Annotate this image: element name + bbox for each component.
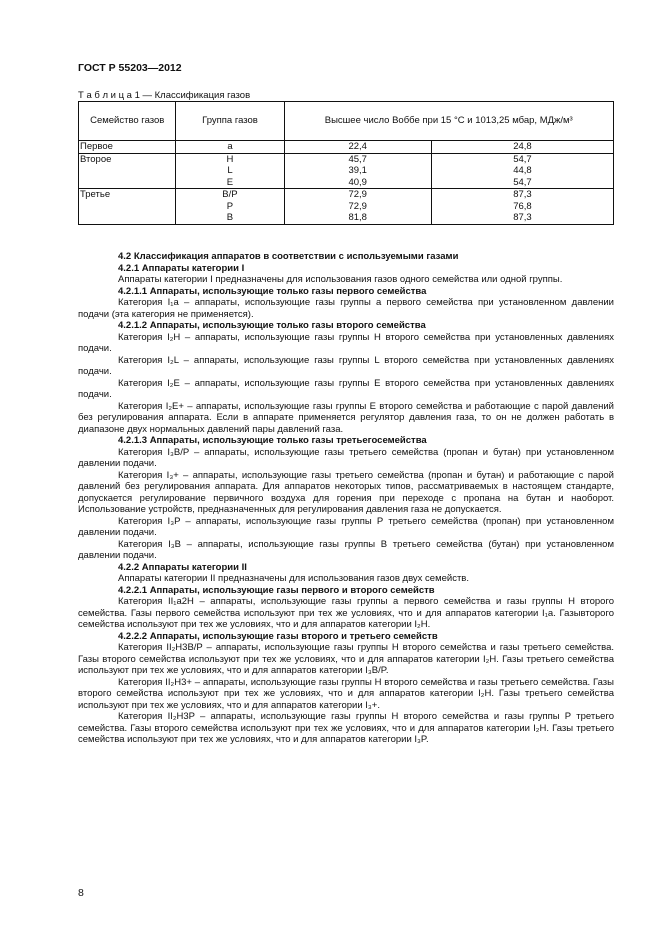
group-value: H [226, 153, 234, 165]
wobbe-min-value: 45,7 [348, 153, 367, 165]
wobbe-min-cell [284, 141, 431, 154]
table-row [79, 141, 614, 154]
paragraph: Категория II₂H3P – аппараты, использующие газы группы Н второго семейства и газы группы Р третьего семейства. Газы второго семейства используют при тех же условиях, что и для аппаратов категории I₂H. Газы третьего семейства используют при тех же условиях, что и для аппаратов категории I₃P. [78, 711, 614, 745]
family-cell: Второе [79, 153, 176, 189]
table-row [79, 189, 614, 225]
section-heading: 4.2.2.1 Аппараты, использующие газы первого и второго семейств [118, 584, 435, 596]
group-value: P [226, 200, 234, 212]
paragraph: Аппараты категории I предназначены для использования газов одного семейства или одной группы. [118, 274, 563, 285]
table-caption: Т а б л и ц а 1 — Классификация газов [78, 90, 251, 101]
paragraph: Категория I₂E+ – аппараты, использующие газы группы Е второго семейства и работающие с парой давлений без регулирования аппарата. Если в аппарате применяется регулятор давления газа, то он не должен работать в диапазоне двух нормальных давлений пары давлений газа. [78, 400, 614, 435]
header-group: Группа газов [176, 102, 284, 141]
wobbe-min-value: 72,9 [348, 200, 367, 212]
wobbe-min-cell [284, 189, 431, 225]
gas-classification-table [78, 101, 614, 225]
paragraph: Категория I₂L – аппараты, использующие газы группы L второго семейства при установленных давлениях подачи. [78, 354, 614, 377]
group-cell [176, 153, 284, 189]
section-heading: 4.2.1.2 Аппараты, использующие только газы второго семейства [118, 320, 426, 331]
paragraph: Категория I₃P – аппараты, использующие газы группы Р третьего семейства (пропан) при установленном давлении подачи. [78, 515, 614, 538]
family-cell: Третье [79, 189, 176, 225]
section-heading: 4.2.2.2 Аппараты, использующие газы второго и третьего семейств [118, 630, 438, 642]
wobbe-max-cell [431, 141, 613, 154]
group-cell [176, 141, 284, 154]
group-value: a [227, 141, 233, 152]
header-family: Семейство газов [79, 102, 176, 141]
group-value: B [226, 212, 234, 223]
paragraph: Категория I₂E – аппараты, использующие газы группы Е второго семейства при установленных давлениях подачи. [78, 377, 614, 400]
header-wobbe: Высшее число Воббе при 15 °С и 1013,25 мбар, МДж/м³ [284, 102, 614, 141]
paragraph: Категория I₂H – аппараты, использующие газы группы Н второго семейства при установленных давлениях подачи. [78, 331, 614, 354]
wobbe-max-value: 24,8 [513, 141, 532, 152]
section-heading: 4.2.1 Аппараты категории I [118, 262, 245, 274]
section-heading: 4.2.1.1 Аппараты, использующие только газы первого семейства [118, 285, 427, 297]
wobbe-max-cell [431, 189, 613, 225]
wobbe-max-value: 54,7 [513, 176, 532, 188]
paragraph: Категория II₂H3B/P – аппараты, использующие газы группы Н второго семейства и газы третьего семейства. Газы второго семейства используют при тех же условиях, что и для аппаратов категории I₂H. Газы третьего семейства используют при тех же условиях, что и для аппаратов категории I₃B/P. [78, 642, 614, 676]
page-number: 8 [78, 887, 84, 899]
wobbe-max-value: 76,8 [513, 200, 532, 212]
section-heading: 4.2 Классификация аппаратов в соответствии с используемыми газами [118, 251, 459, 262]
table-row [79, 153, 614, 189]
wobbe-min-value: 81,8 [348, 212, 367, 223]
wobbe-max-cell [431, 153, 613, 189]
group-value: E [226, 176, 234, 188]
wobbe-min-value: 22,4 [348, 141, 367, 152]
paragraph: Категория II₂H3+ – аппараты, использующие газы группы Н второго семейства и газы третьего семейства. Газы второго семейства используют при тех же условиях, что и для аппаратов категории I₂H. Газы третьего семейства используют при тех же условиях, что и для аппаратов категории I₃+. [78, 676, 614, 711]
group-value: B/P [222, 189, 238, 200]
document-header: ГОСТ Р 55203—2012 [78, 62, 182, 74]
paragraph: Категория I₃B – аппараты, использующие газы группы В третьего семейства (бутан) при установленном давлении подачи. [78, 538, 614, 561]
wobbe-max-value: 44,8 [513, 165, 532, 176]
table-header-row [79, 102, 614, 141]
wobbe-max-value: 87,3 [513, 212, 532, 223]
wobbe-min-value: 40,9 [348, 176, 367, 188]
section-heading: 4.2.1.3 Аппараты, использующие только газы третьегосемейства [118, 435, 427, 446]
paragraph: Аппараты категории II предназначены для использования газов двух семейств. [118, 573, 469, 584]
wobbe-min-cell [284, 153, 431, 189]
section-heading: 4.2.2 Аппараты категории II [118, 561, 247, 573]
wobbe-min-value: 72,9 [348, 189, 367, 200]
group-value: L [227, 165, 233, 176]
paragraph: Категория I₁a – аппараты, использующие газы группы а первого семейства при установленном давлении подачи (эта категория не применяется). [78, 297, 614, 320]
group-cell [176, 189, 284, 225]
family-cell: Первое [79, 141, 176, 154]
wobbe-max-value: 87,3 [513, 189, 532, 200]
wobbe-max-value: 54,7 [513, 153, 532, 165]
paragraph: Категория I₃+ – аппараты, использующие газы третьего семейства (пропан и бутан) и работающие с парой давлений без регулирования аппарата. Для аппаратов некоторых типов, рассматриваемых в настоящем стандарте, допускается регулирование первичного воздуха для горения при переходе с пропана на бутан и наоборот. Использование устройств, предназначенных для регулирования давления газа не допускается. [78, 469, 614, 515]
paragraph: Категория I₃B/P – аппараты, использующие газы третьего семейства (пропан и бутан) при установленном давлении подачи. [78, 446, 614, 469]
wobbe-min-value: 39,1 [348, 165, 367, 176]
paragraph: Категория II₁a2H – аппараты, использующие газы группы а первого семейства и газы группы Н второго семейства. Газы первого семейства используют при тех же условиях, что и для аппаратов категории I₁a. Газывторого семейства используют при тех же условиях, что и для аппаратов категории I₂H. [78, 596, 614, 630]
body-text [78, 251, 614, 746]
